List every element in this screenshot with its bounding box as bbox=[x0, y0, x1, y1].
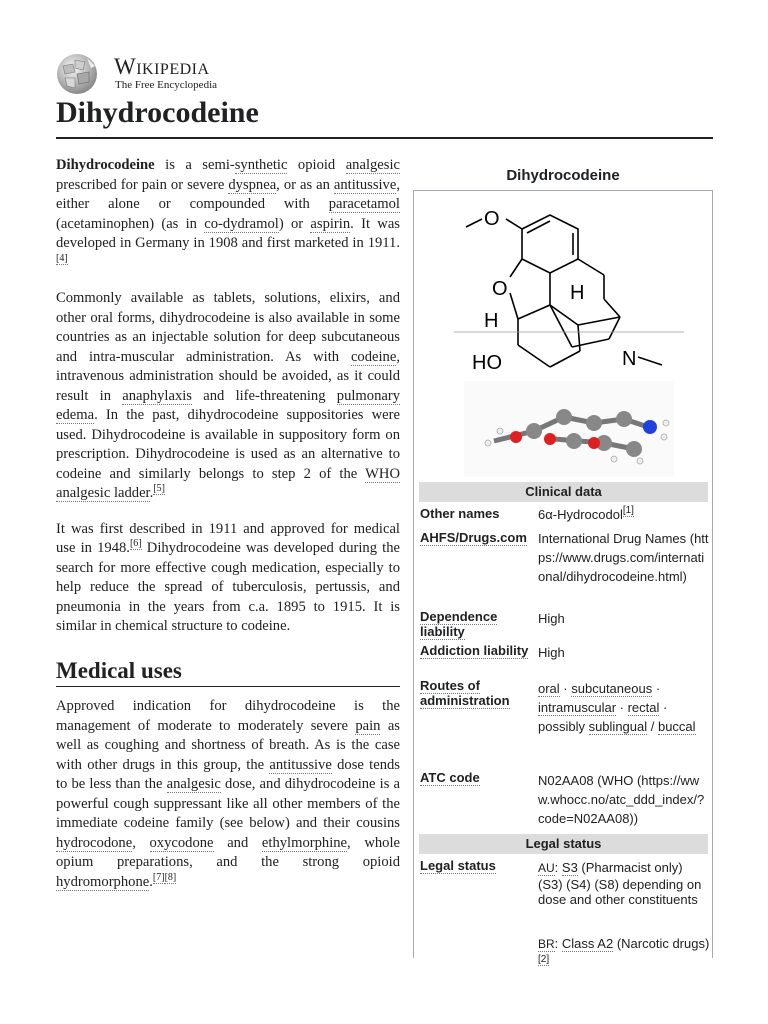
atc-code-value[interactable]: N02AA08 (WHO (https://www.whocc.no/atc_ddd_index/?code=N02AA08)) bbox=[538, 773, 705, 826]
ahfs-label[interactable]: AHFS/Drugs.com bbox=[420, 530, 527, 545]
link-hydromorphone[interactable]: hydromorphone bbox=[56, 873, 150, 890]
route-subcutaneous[interactable]: subcutaneous bbox=[571, 681, 653, 696]
link-co-dydramol[interactable]: co-dydramol bbox=[204, 215, 279, 232]
routes-value: oral · subcutaneous · intramuscular · rectal · possibly sublingual / buccal bbox=[538, 681, 696, 734]
addiction-label[interactable]: Addiction liability bbox=[420, 643, 529, 658]
article-body bbox=[56, 156, 400, 908]
tagline: The Free Encyclopedia bbox=[115, 79, 218, 91]
lead-term: Dihydrocodeine bbox=[56, 157, 155, 173]
link-ethylmorphine[interactable]: ethylmorphine bbox=[261, 834, 348, 851]
infobox bbox=[413, 160, 713, 965]
other-names-label: Other names bbox=[420, 506, 500, 521]
link-aspirin[interactable]: aspirin bbox=[310, 215, 351, 232]
dependence-label[interactable]: Dependence liability bbox=[420, 609, 498, 639]
route-intramuscular[interactable]: intramuscular bbox=[538, 700, 617, 715]
link-analgesic-2[interactable]: analgesic bbox=[166, 776, 221, 792]
paragraph-forms: Commonly available as tablets, solutions, elixirs, and other oral forms, dihydrocodeine is also available in some countries as an injectable solution for deep subcutaneous and intra-muscular administration. As with codeine, intravenous administration should be avoided, as it could result in anaphylaxis and life-threatening pulmonary edema. In the past, dihydrocodeine suppositories were used. Dihydrocodeine is available in suppository form on prescription. Dihydrocodeine is used as an alternative to codeine and similarly belongs to step 2 of the WHO analgesic ladder.[5] bbox=[56, 290, 401, 501]
link-antitussive-2[interactable]: antitussive bbox=[269, 756, 332, 773]
wordmark: Wikipedia bbox=[114, 54, 210, 79]
ref-7[interactable]: [7] bbox=[152, 871, 165, 883]
section-heading-medical-uses: Medical uses bbox=[56, 657, 182, 683]
globe-icon bbox=[55, 52, 103, 96]
section-divider bbox=[56, 686, 400, 687]
route-rectal[interactable]: rectal bbox=[627, 700, 660, 715]
link-oxycodone[interactable]: oxycodone bbox=[149, 834, 214, 851]
skeletal-formula-image[interactable] bbox=[454, 197, 684, 377]
br-abbr[interactable]: BR bbox=[538, 937, 555, 951]
link-codeine[interactable]: codeine bbox=[350, 348, 397, 365]
ref-2[interactable]: [2] bbox=[538, 954, 550, 965]
ref-1[interactable]: [1] bbox=[622, 505, 634, 516]
clinical-data-header: Clinical data bbox=[419, 482, 708, 502]
legal-status-header: Legal status bbox=[419, 834, 708, 854]
legal-status-br: BR: Class A2 (Narcotic drugs)[2] bbox=[538, 936, 710, 965]
page-title: Dihydrocodeine bbox=[56, 96, 259, 129]
route-buccal[interactable]: buccal bbox=[657, 719, 696, 734]
route-sublingual[interactable]: sublingual bbox=[588, 719, 648, 734]
au-abbr[interactable]: AU bbox=[538, 861, 555, 875]
link-antitussive[interactable]: antitussive bbox=[333, 176, 397, 193]
wikipedia-logo[interactable] bbox=[55, 52, 255, 96]
link-hydrocodone[interactable]: hydrocodone bbox=[56, 834, 133, 851]
ref-6[interactable]: [6] bbox=[129, 538, 142, 549]
link-synthetic[interactable]: synthetic bbox=[234, 157, 288, 173]
ahfs-value[interactable]: International Drug Names (https://www.drugs.com/international/dihydrocodeine.html) bbox=[538, 531, 709, 584]
link-who-analgesic-ladder[interactable]: WHO analgesic ladder bbox=[56, 465, 400, 501]
addiction-value: High bbox=[538, 645, 565, 660]
atom-ho: HO bbox=[472, 352, 502, 374]
link-pulmonary-edema[interactable]: pulmonary edema bbox=[56, 387, 401, 423]
atc-code-label[interactable]: ATC code bbox=[420, 770, 480, 785]
link-paracetamol[interactable]: paracetamol bbox=[328, 196, 400, 212]
routes-label[interactable]: Routes of administration bbox=[420, 678, 510, 708]
link-analgesic[interactable]: analgesic bbox=[345, 157, 400, 173]
atom-n: N bbox=[622, 348, 637, 370]
link-anaphylaxis[interactable]: anaphylaxis bbox=[122, 387, 192, 404]
link-dyspnea[interactable]: dyspnea bbox=[228, 176, 277, 193]
legal-status-label[interactable]: Legal status bbox=[420, 858, 496, 873]
ref-4[interactable]: [4] bbox=[56, 252, 68, 264]
atom-h-left: H bbox=[484, 310, 499, 332]
dependence-value: High bbox=[538, 611, 565, 626]
ref-5[interactable]: [5] bbox=[153, 483, 165, 494]
ball-and-stick-model-image[interactable] bbox=[454, 379, 684, 479]
link-pain[interactable]: pain bbox=[355, 717, 381, 734]
paragraph-medical-uses: Approved indication for dihydrocodeine is the management of moderate to moderately severe pain as well as coughing and shortness of breath. As is the case with other drugs in this group, the antitussive dose tends to be less than the analgesic dose, and dihydrocodeine is a powerful cough suppressant like all other members of the immediate codeine family (see below) and their cousins hydrocodone, oxycodone and ethylmorphine, whole opium preparations, and the strong opioid hydromorphone.[7][8] bbox=[56, 698, 401, 890]
infobox-frame bbox=[413, 190, 713, 965]
title-divider bbox=[56, 137, 713, 139]
paragraph-history: It was first described in 1911 and approved for medical use in 1948.[6] Dihydrocodeine was developed during the search for more effective cough medication, especially to help reduce the spread of tuberculosis, pertussis, and pneumonia in the years from c.a. 1895 to 1915. It is similar in chemical structure to codeine. bbox=[56, 520, 400, 634]
atom-h-top: H bbox=[570, 282, 585, 304]
paragraph-intro: Dihydrocodeine is a semi-synthetic opioid analgesic prescribed for pain or severe dyspnea, or as an antitussive, either alone or compounded with paracetamol (acetaminophen) (as in co-dydramol) or aspirin. It was developed in Germany in 1908 and first marketed in 1911.[4] bbox=[56, 157, 400, 264]
legal-status-au: AU: S3 (Pharmacist only) (S3) (S4) (S8) depending on dose and other constituents bbox=[538, 860, 702, 907]
link-s3[interactable]: S3 bbox=[561, 860, 578, 875]
ref-8[interactable]: [8] bbox=[164, 871, 177, 883]
route-oral[interactable]: oral bbox=[538, 681, 560, 696]
atom-o-ring: O bbox=[492, 278, 508, 300]
infobox-title: Dihydrocodeine bbox=[506, 167, 620, 184]
link-class-a2[interactable]: Class A2 bbox=[561, 936, 614, 951]
atom-o-methoxy: O bbox=[484, 208, 500, 230]
other-names-value: 6α-Hydrocodol[1] bbox=[538, 505, 634, 522]
